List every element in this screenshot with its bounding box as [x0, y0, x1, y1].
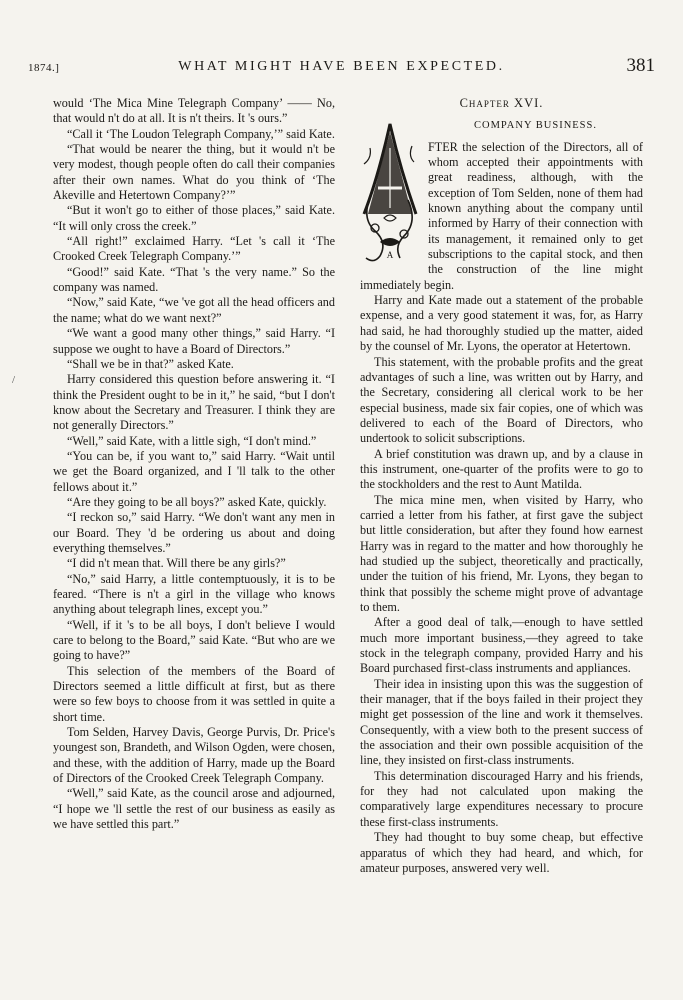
paragraph: “Are they going to be all boys?” asked Kate, quickly.	[67, 494, 327, 509]
paragraph: Tom Selden, Harvey Davis, George Purvis, Dr. Price's youngest son, Brandeth, and Wilson Ogden, were chosen, and these, with the addition of Harry, made up the Board of Directors of the Crooked Creek Telegraph Company.	[53, 725, 335, 786]
margin-mark: /	[12, 374, 16, 386]
paragraph: A brief constitution was drawn up, and by a clause in this instrument, one-quarter of the profits were to go to the stockholders and the rest to Aunt Matilda.	[360, 446, 643, 492]
drop-cap-illustration	[360, 118, 420, 264]
paragraph: “No,” said Harry, a little contemptuously, it is to be feared. “There is n't a girl in the village who knows anything about telegraph lines, except you.”	[53, 571, 335, 617]
paragraph: “Well, if it 's to be all boys, I don't believe I would care to belong to the Board,” said Kate. “But who are we going to have?”	[53, 617, 335, 663]
paragraph: Harry considered this question before answering it. “I think the President ought to be in it,” he said, “but I don't know about the Secretary and Treasurer. I think they are not generally Directors.”	[53, 372, 335, 433]
drop-cap-letter: A	[386, 250, 394, 261]
ornamental-a-icon	[360, 118, 420, 264]
first-paragraph-text: the selection of the Directors, all of whom accepted their appointments with great readiness, although, with the exception of Tom Selden, none of them had known anything about the company until informed by Harry of their connection with its management, it remained only to get subscriptions to the capital stock, and then the construction of the line might immediately begin.	[360, 139, 643, 292]
chapter-heading: Chapter XVI.	[459, 96, 544, 110]
paragraph: They had thought to buy some cheap, but effective apparatus of which they had heard, and which, for amateur purposes, answered very well.	[360, 830, 643, 875]
paragraph: “Good!” said Kate. “That 's the very name.” So the company was named.	[53, 264, 335, 295]
paragraph: “Now,” said Kate, “we 've got all the head officers and the name; what do we want next?”	[53, 295, 335, 325]
paragraph: After a good deal of talk,—enough to have settled much more important business,—they agreed to take stock in the telegraph company, provided Harry and his Board purchased first-class instruments and appliances.	[360, 615, 643, 676]
paragraph: Harry and Kate made out a statement of the probable expense, and a very good statement it was, for, as Harry had said, he had thoroughly studied up the matter, aided by the counsel of Mr. Lyons, the operator at Hetertown.	[360, 293, 643, 354]
paragraph: The mica mine men, when visited by Harry, who carried a letter from his father, at first gave the subject but little consideration, but after they found how earnest Harry was in regard to the matter and how thoroughly he had studied up the subject, theoretically and practically, under the tuition of his friend, Mr. Lyons, they began to think that possibly the scheme might prove of advantage to them.	[360, 492, 643, 614]
running-header	[28, 57, 655, 81]
paragraph: “You can be, if you want to,” said Harry. “Wait until we get the Board organized, and I 'll talk to the other fellows about it.”	[53, 448, 335, 494]
paragraph: “Well,” said Kate, with a little sigh, “I don't mind.”	[67, 433, 317, 448]
header-year: 1874.]	[28, 62, 60, 74]
paragraph: Their idea in insisting upon this was the suggestion of their manager, that if the boys failed in their project they might get possession of the line and work it themselves. Consequently, with a view both to the present success of the association and their own possible acquisition of the line, they insisted on first-class instruments.	[360, 676, 643, 768]
chapter-subheading: COMPANY BUSINESS.	[473, 120, 597, 132]
paragraph: “Call it ‘The Loudon Telegraph Company,’” said Kate.	[67, 126, 335, 141]
paragraph: “I reckon so,” said Harry. “We don't want any men in our Board. They 'd be ordering us about and doing everything themselves.”	[53, 510, 335, 555]
header-title: WHAT MIGHT HAVE BEEN EXPECTED.	[178, 59, 505, 74]
paragraph: “All right!” exclaimed Harry. “Let 's call it ‘The Crooked Creek Telegraph Company.’”	[53, 234, 335, 264]
paragraph: “I did n't mean that. Will there be any girls?”	[67, 556, 286, 571]
left-column	[53, 96, 335, 833]
paragraph: “We want a good many other things,” said Harry. “I suppose we ought to have a Board of Directors.”	[53, 326, 335, 356]
paragraph: would ‘The Mica Mine Telegraph Company’ —— No, that would n't do at all. It is n't theirs. It 's ours.”	[53, 96, 335, 126]
right-column	[360, 96, 643, 876]
paragraph: This selection of the members of the Board of Directors seemed a little difficult at first, but as there were so few boys to choose from it was settled in quite a short time.	[53, 663, 335, 724]
paragraph: This statement, with the probable profits and the great advantages of such a line, was written out by Harry, and the Secretary, considering all clerical work to be her especial business, made six fair copies, one of which was delivered to each of the Board of Directors, who undertook to solicit subscriptions.	[360, 354, 643, 446]
page-number: 381	[626, 55, 655, 76]
paragraph: This determination discouraged Harry and his friends, for they had not calculated upon making the comparatively large expenditures necessary to procure these first-class instruments.	[360, 768, 643, 829]
paragraph: “Shall we be in that?” asked Kate.	[67, 356, 234, 371]
paragraph: “That would be nearer the thing, but it would n't be very modest, though people often do call their companies after their own names. What do you think of ‘The Akeville and Hetertown Company?’”	[53, 142, 335, 203]
paragraph: “But it won't go to either of those places,” said Kate. “It will only cross the creek.”	[53, 203, 335, 233]
first-word: FTER	[428, 139, 458, 154]
paragraph: “Well,” said Kate, as the council arose and adjourned, “I hope we 'll settle the rest of our business as easily as we have settled this part.”	[53, 786, 335, 832]
